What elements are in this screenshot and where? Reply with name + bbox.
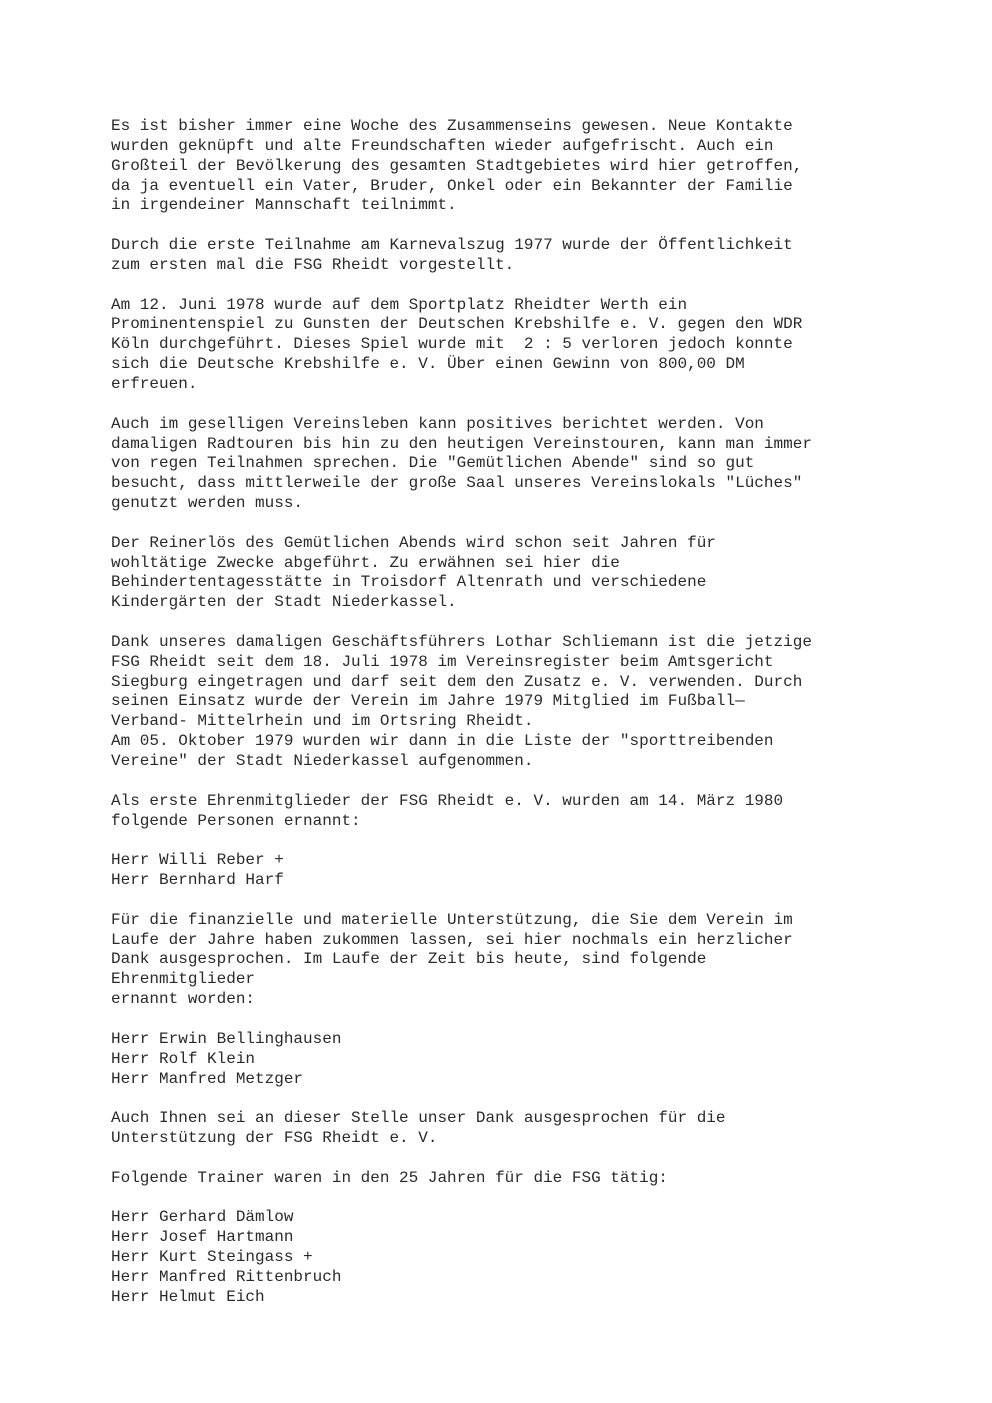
- text-line: sich die Deutsche Krebshilfe e. V. Über einen Gewinn von 800,00 DM: [111, 355, 745, 374]
- text-line: Vereine" der Stadt Niederkassel aufgenommen.: [111, 752, 534, 770]
- text-line: Am 05. Oktober 1979 wurden wir dann in die Liste der "sporttreibenden: [111, 732, 774, 751]
- paragraph-gap: [111, 1189, 911, 1209]
- text-line: Unterstützung der FSG Rheidt e. V.: [111, 1129, 438, 1148]
- text-line: Herr Helmut Eich: [111, 1287, 265, 1306]
- text-line: besucht, dass mittlerweile der große Saal unseres Vereinslokals "Lüches": [111, 474, 803, 493]
- text-line: folgende Personen ernannt:: [111, 811, 361, 830]
- text-line: Laufe der Jahre haben zukommen lassen, sei hier nochmals ein herzlicher: [111, 930, 793, 949]
- paragraph-gap: [111, 514, 911, 534]
- paragraph-gap: [111, 276, 911, 296]
- text-line: Herr Josef Hartmann: [111, 1228, 294, 1247]
- text-line: Herr Gerhard Dämlow: [111, 1208, 294, 1227]
- paragraph: [111, 851, 911, 891]
- text-line: Es ist bisher immer eine Woche des Zusammenseins gewesen. Neue Kontakte: [111, 117, 793, 135]
- paragraph: [111, 296, 911, 395]
- text-line: Köln durchgeführt. Dieses Spiel wurde mit 2 : 5 verloren jedoch konnte: [111, 335, 793, 354]
- text-line: Kindergärten der Stadt Niederkassel.: [111, 593, 457, 612]
- text-line: damaligen Radtouren bis hin zu den heutigen Vereinstouren, kann man immer: [111, 434, 812, 453]
- text-line: Herr Manfred Rittenbruch: [111, 1267, 342, 1286]
- text-line: von regen Teilnahmen sprechen. Die "Gemütlichen Abende" sind so gut: [111, 454, 755, 473]
- text-line: Dank unseres damaligen Geschäftsführers Lothar Schliemann ist die jetzige: [111, 632, 812, 651]
- text-line: Dank ausgesprochen. Im Laufe der Zeit bis heute, sind folgende: [111, 950, 707, 969]
- paragraph: [111, 236, 911, 276]
- paragraph: [111, 415, 911, 514]
- paragraph-gap: [111, 891, 911, 911]
- paragraph: [111, 792, 911, 832]
- text-line: Herr Kurt Steingass +: [111, 1248, 313, 1267]
- text-line: Durch die erste Teilnahme am Karnevalszug 1977 wurde der Öffentlichkeit: [111, 236, 793, 255]
- text-line: Als erste Ehrenmitglieder der FSG Rheidt e. V. wurden am 14. März 1980: [111, 791, 784, 810]
- paragraph: [111, 911, 911, 1010]
- paragraph-gap: [111, 1149, 911, 1169]
- text-line: Herr Willi Reber +: [111, 851, 284, 870]
- paragraph-gap: [111, 772, 911, 792]
- text-line: Großteil der Bevölkerung des gesamten Stadtgebietes wird hier getroffen,: [111, 156, 803, 175]
- paragraph-gap: [111, 1089, 911, 1109]
- text-line: Herr Manfred Metzger: [111, 1069, 304, 1088]
- text-line: ernannt worden:: [111, 990, 256, 1009]
- text-line: in irgendeiner Mannschaft teilnimmt.: [111, 196, 457, 215]
- text-line: wurden geknüpft und alte Freundschaften wieder aufgefrischt. Auch ein: [111, 136, 774, 155]
- paragraph: [111, 1109, 911, 1149]
- paragraph: [111, 1030, 911, 1090]
- paragraph-gap: [111, 216, 911, 236]
- paragraph-gap: [111, 395, 911, 415]
- text-line: genutzt werden muss.: [111, 494, 304, 513]
- document-page: [111, 117, 911, 1308]
- text-line: Auch im geselligen Vereinsleben kann positives berichtet werden. Von: [111, 414, 764, 433]
- paragraph: [111, 1169, 911, 1189]
- paragraph: [111, 1208, 911, 1307]
- text-line: seinen Einsatz wurde der Verein im Jahre 1979 Mitglied im Fußball—: [111, 692, 745, 711]
- text-line: Ehrenmitglieder: [111, 970, 256, 989]
- paragraph: [111, 534, 911, 613]
- paragraph: [111, 633, 911, 772]
- text-line: Herr Rolf Klein: [111, 1049, 256, 1068]
- text-line: zum ersten mal die FSG Rheidt vorgestellt.: [111, 255, 515, 274]
- text-line: FSG Rheidt seit dem 18. Juli 1978 im Vereinsregister beim Amtsgericht: [111, 652, 774, 671]
- text-line: Auch Ihnen sei an dieser Stelle unser Dank ausgesprochen für die: [111, 1109, 726, 1128]
- text-line: Verband- Mittelrhein und im Ortsring Rheidt.: [111, 712, 534, 731]
- text-line: Herr Bernhard Harf: [111, 871, 284, 890]
- text-line: Folgende Trainer waren in den 25 Jahren für die FSG tätig:: [111, 1168, 668, 1187]
- text-line: wohltätige Zwecke abgeführt. Zu erwähnen sei hier die: [111, 553, 620, 572]
- paragraph-gap: [111, 613, 911, 633]
- paragraph-gap: [111, 831, 911, 851]
- paragraph-gap: [111, 1010, 911, 1030]
- text-line: erfreuen.: [111, 374, 198, 393]
- text-line: Am 12. Juni 1978 wurde auf dem Sportplatz Rheidter Werth ein: [111, 295, 688, 314]
- text-line: Behindertentagesstätte in Troisdorf Altenrath und verschiedene: [111, 573, 707, 592]
- text-line: Herr Erwin Bellinghausen: [111, 1029, 342, 1048]
- text-line: Für die finanzielle und materielle Unterstützung, die Sie dem Verein im: [111, 910, 793, 929]
- text-line: da ja eventuell ein Vater, Bruder, Onkel oder ein Bekannter der Familie: [111, 176, 793, 195]
- text-line: Der Reinerlös des Gemütlichen Abends wird schon seit Jahren für: [111, 533, 716, 552]
- paragraph: [111, 117, 911, 216]
- text-line: Siegburg eingetragen und darf seit dem den Zusatz e. V. verwenden. Durch: [111, 672, 803, 691]
- text-line: Prominentenspiel zu Gunsten der Deutschen Krebshilfe e. V. gegen den WDR: [111, 315, 803, 334]
